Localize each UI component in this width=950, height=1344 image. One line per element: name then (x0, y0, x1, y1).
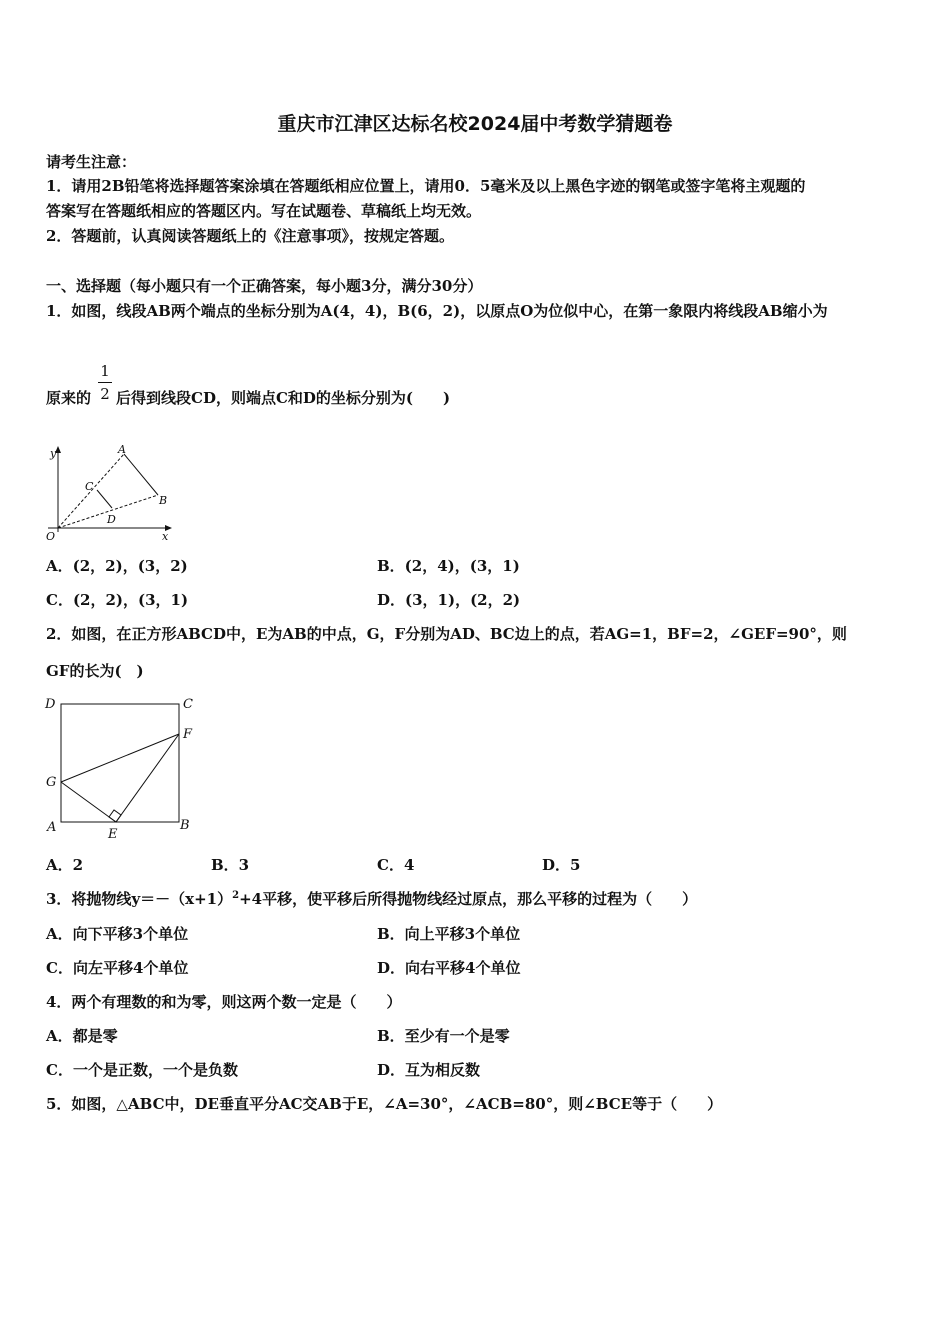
label-d: D (45, 697, 56, 712)
label-e: E (108, 827, 118, 842)
notice-heading: 请考生注意： (46, 153, 137, 171)
fraction-denominator: 2 (100, 385, 110, 403)
question-stem (46, 889, 697, 909)
label-c: C (183, 697, 193, 712)
notice-line: 1．请用2B铅笔将选择题答案涂填在答题纸相应位置上，请用0．5毫米及以上黑色字迹的钢笔或签字笔将主观题的 (46, 177, 806, 195)
notice-line: 答案写在答题纸相应的答题区内。写在试题卷、草稿纸上均无效。 (46, 202, 482, 220)
label-c: C (85, 480, 94, 493)
option-c[interactable]: C．(2，2)，(3，1) (46, 591, 189, 609)
option-d[interactable]: D．(3，1)，(2，2) (377, 591, 521, 609)
notice-line: 2．答题前，认真阅读答题纸上的《注意事项》，按规定答题。 (46, 227, 454, 245)
option-a[interactable]: A．都是零 (46, 1027, 118, 1045)
option-c[interactable]: C．向左平移4个单位 (46, 959, 189, 977)
question-stem: 5．如图，△ABC中，DE垂直平分AC交AB于E，∠A=30°，∠ACB=80°，则∠BCE等于（ ） (46, 1095, 723, 1113)
question-stem-prefix: 原来的 (46, 389, 92, 407)
label-b: B (180, 818, 190, 833)
option-d[interactable]: D．5 (542, 856, 581, 874)
label-y: y (50, 447, 57, 460)
option-c[interactable]: C．4 (377, 856, 415, 874)
coordinate-figure (40, 440, 180, 545)
question-stem: 2．如图，在正方形ABCD中，E为AB的中点，G，F分别为AD、BC边上的点，若AG=1，BF=2，∠GEF=90°，则 (46, 625, 847, 643)
right-angle-mark (109, 810, 121, 822)
option-b[interactable]: B．向上平移3个单位 (377, 925, 521, 943)
label-f: F (183, 727, 193, 742)
question-stem: GF的长为( ) (46, 662, 144, 680)
option-a[interactable]: A．2 (46, 856, 84, 874)
option-a[interactable]: A．(2，2)，(3，2) (46, 557, 188, 575)
option-c[interactable]: C．一个是正数，一个是负数 (46, 1061, 238, 1079)
section-heading: 一、选择题（每小题只有一个正确答案，每小题3分，满分30分） (46, 277, 483, 295)
option-b[interactable]: B．至少有一个是零 (377, 1027, 510, 1045)
option-b[interactable]: B．(2，4)，(3，1) (377, 557, 520, 575)
question-stem: 1．如图，线段AB两个端点的坐标分别为A(4，4)，B(6，2)，以原点O为位似中心，在第一象限内将线段AB缩小为 (46, 302, 828, 320)
label-d: D (107, 513, 116, 526)
exponent: 2 (232, 890, 240, 901)
label-g: G (46, 775, 57, 790)
segment-cd (97, 490, 112, 508)
label-o: O (46, 530, 56, 543)
segment-ab (124, 454, 158, 495)
option-b[interactable]: B．3 (211, 856, 250, 874)
option-d[interactable]: D．向右平移4个单位 (377, 959, 521, 977)
segment-ge (61, 782, 116, 822)
fraction-numerator: 1 (100, 362, 110, 380)
page-title: 重庆市江津区达标名校2024届中考数学猜题卷 (277, 113, 673, 135)
label-x: x (162, 530, 169, 543)
stem-part: 3．将抛物线y＝－（x+1） (46, 890, 233, 908)
option-d[interactable]: D．互为相反数 (377, 1061, 481, 1079)
label-b: B (159, 494, 168, 507)
square-abcd (61, 704, 179, 822)
stem-part: +4平移，使平移后所得抛物线经过原点，那么平移的过程为（ ） (239, 890, 698, 908)
square-figure (44, 694, 204, 844)
question-stem-suffix: 后得到线段CD，则端点C和D的坐标分别为( ) (116, 389, 451, 407)
label-a: A (47, 820, 57, 835)
label-a: A (118, 443, 126, 456)
option-a[interactable]: A．向下平移3个单位 (46, 925, 189, 943)
fraction-one-half (98, 362, 112, 403)
question-stem: 4．两个有理数的和为零，则这两个数一定是（ ） (46, 993, 402, 1011)
